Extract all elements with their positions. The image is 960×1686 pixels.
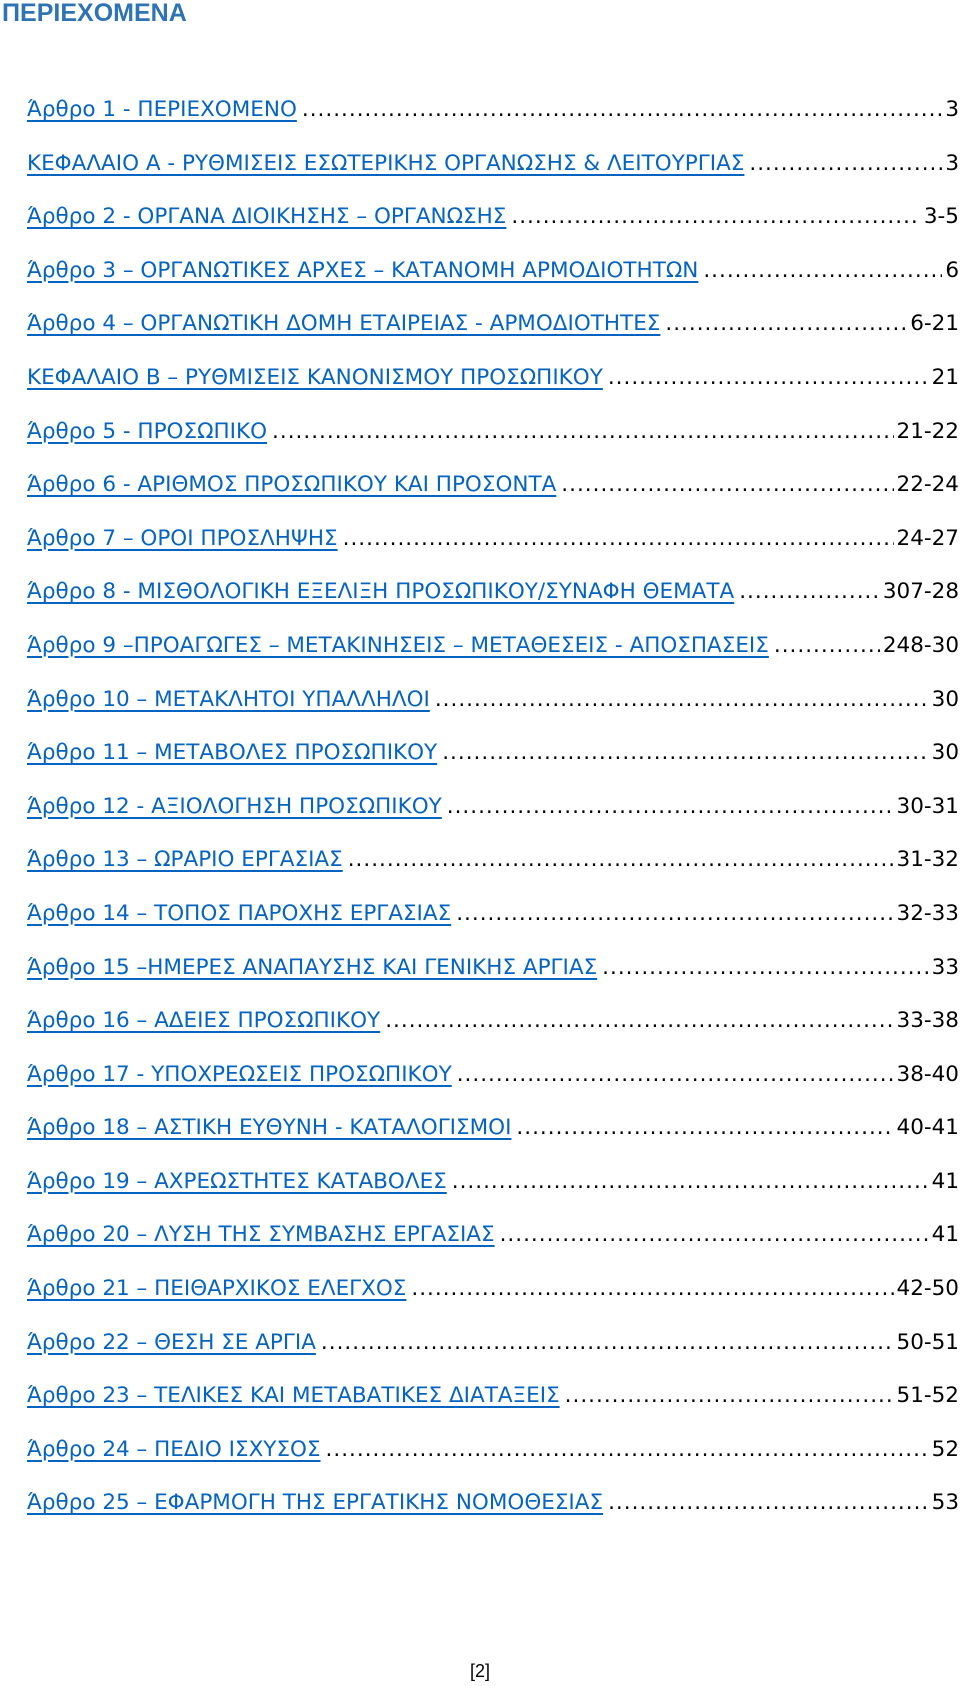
toc-entry-link[interactable]: Άρθρο 23 – ΤΕΛΙΚΕΣ ΚΑΙ ΜΕΤΑΒΑΤΙΚΕΣ ΔΙΑΤΑΞΕΙΣ [27,1383,560,1409]
toc-page-number: 41 [931,1222,959,1248]
toc-dot-leader [561,470,893,500]
toc-entry-link[interactable]: Άρθρο 8 - ΜΙΣΘΟΛΟΓΙΚΗ ΕΞΕΛΙΞΗ ΠΡΟΣΩΠΙΚΟΥ/ΣΥΝΑΦΗ ΘΕΜΑΤΑ [27,579,735,605]
toc-entry[interactable] [27,1220,959,1274]
toc-entry[interactable] [27,1488,959,1542]
toc-page-number: 33-38 [896,1008,959,1034]
toc-entry[interactable] [27,524,959,578]
toc-entry-link[interactable]: Άρθρο 20 – ΛΥΣΗ ΤΗΣ ΣΥΜΒΑΣΗΣ ΕΡΓΑΣΙΑΣ [27,1222,495,1248]
toc-page-number: 52 [931,1436,959,1462]
toc-dot-leader [456,899,893,929]
toc-entry-link[interactable]: Άρθρο 21 – ΠΕΙΘΑΡΧΙΚΟΣ ΕΛΕΓΧΟΣ [27,1276,407,1302]
toc-page-number: 22-24 [896,472,959,498]
toc-entry[interactable] [27,1381,959,1435]
toc-entry-link[interactable]: ΚΕΦΑΛΑΙΟ Α - ΡΥΘΜΙΣΕΙΣ ΕΣΩΤΕΡΙΚΗΣ ΟΡΓΑΝΩΣΗΣ & ΛΕΙΤΟΥΡΓΙΑΣ [27,150,745,176]
toc-entry-link[interactable]: Άρθρο 14 – ΤΟΠΟΣ ΠΑΡΟΧΗΣ ΕΡΓΑΣΙΑΣ [27,900,452,926]
toc-entry[interactable] [27,1060,959,1114]
toc-entry-link[interactable]: Άρθρο 12 - ΑΞΙΟΛΟΓΗΣΗ ΠΡΟΣΩΠΙΚΟΥ [27,793,442,819]
toc-entry-link[interactable]: Άρθρο 25 – ΕΦΑΡΜΟΓΗ ΤΗΣ ΕΡΓΑΤΙΚΗΣ ΝΟΜΟΘΕΣΙΑΣ [27,1490,604,1516]
toc-entry-link[interactable]: Άρθρο 10 – ΜΕΤΑΚΛΗΤΟΙ ΥΠΑΛΛΗΛΟΙ [27,686,430,712]
toc-dot-leader [516,1113,893,1143]
toc-dot-leader [703,256,942,286]
toc-entry[interactable] [27,1328,959,1382]
toc-entry-link[interactable]: Άρθρο 15 –ΗΜΕΡΕΣ ΑΝΑΠΑΥΣΗΣ ΚΑΙ ΓΕΝΙΚΗΣ ΑΡΓΙΑΣ [27,954,598,980]
toc-dot-leader [411,1274,893,1304]
toc-page-number: 248-30 [882,632,959,658]
toc-dot-leader [602,953,928,983]
toc-page-number: 24-27 [896,525,959,551]
toc-dot-leader [565,1381,894,1411]
toc-dot-leader [447,792,894,822]
toc-page-number: 41 [931,1168,959,1194]
toc-page-number: 3-5 [923,204,959,230]
toc-entry[interactable] [27,1113,959,1167]
toc-page-number: 30 [931,686,959,712]
toc-entry-link[interactable]: Άρθρο 1 - ΠΕΡΙΕΧΟΜΕΝΟ [27,97,297,122]
toc-dot-leader [749,149,942,179]
toc-page-number: 307-28 [882,579,959,605]
toc-heading: ΠΕΡΙΕΧΟΜΕΝΑ [2,0,187,27]
toc-entry[interactable] [27,1435,959,1489]
toc-page-number: 38-40 [896,1061,959,1087]
toc-page-number: 40-41 [896,1115,959,1141]
toc-entry-link[interactable]: Άρθρο 22 – ΘΕΣΗ ΣΕ ΑΡΓΙΑ [27,1329,316,1355]
toc-entry[interactable] [27,1006,959,1060]
toc-dot-leader [435,685,929,715]
toc-dot-leader [452,1167,929,1197]
toc-entry-link[interactable]: Άρθρο 5 - ΠΡΟΣΩΠΙΚΟ [27,418,268,444]
toc-dot-leader [665,309,907,339]
toc-page-number: 6-21 [910,311,959,337]
toc-dot-leader [348,845,894,875]
toc-entry[interactable] [27,363,959,417]
toc-dot-leader [500,1220,929,1250]
toc-page-number: 21 [931,364,959,390]
toc-entry[interactable] [27,256,959,310]
toc-entry-link[interactable]: Άρθρο 17 - ΥΠΟΧΡΕΩΣΕΙΣ ΠΡΟΣΩΠΙΚΟΥ [27,1061,452,1087]
toc-page-number: 53 [931,1490,959,1516]
toc-entry[interactable] [27,953,959,1007]
toc-entry[interactable] [27,95,959,149]
toc-entry-link[interactable]: Άρθρο 18 – ΑΣΤΙΚΗ ΕΥΘΥΝΗ - ΚΑΤΑΛΟΓΙΣΜΟΙ [27,1115,512,1141]
toc-entry[interactable] [27,738,959,792]
toc-dot-leader [326,1435,929,1465]
toc-entry-link[interactable]: Άρθρο 24 – ΠΕΔΙΟ ΙΣΧΥΣΟΣ [27,1436,321,1462]
toc-page-number: 32-33 [896,900,959,926]
page-number: [2] [469,1661,490,1681]
toc-entry-link[interactable]: Άρθρο 11 – ΜΕΤΑΒΟΛΕΣ ΠΡΟΣΩΠΙΚΟΥ [27,740,438,766]
toc-entry-link[interactable]: ΚΕΦΑΛΑΙΟ Β – ΡΥΘΜΙΣΕΙΣ ΚΑΝΟΝΙΣΜΟΥ ΠΡΟΣΩΠΙΚΟΥ [27,364,603,390]
toc-page-number: 30-31 [896,793,959,819]
toc-page-number: 21-22 [896,418,959,444]
toc-page-number: 30 [931,740,959,766]
toc-entry[interactable] [27,202,959,256]
toc-entry-link[interactable]: Άρθρο 2 - ΟΡΓΑΝΑ ΔΙΟΙΚΗΣΗΣ – ΟΡΓΑΝΩΣΗΣ [27,204,507,230]
toc-entry[interactable] [27,577,959,631]
toc-dot-leader [457,1060,894,1090]
toc-dot-leader [608,1488,929,1518]
toc-entry[interactable] [27,309,959,363]
toc-entry[interactable] [27,1274,959,1328]
toc-page-number: 50-51 [896,1329,959,1355]
toc-dot-leader [272,417,893,447]
toc-entry-link[interactable]: Άρθρο 4 – ΟΡΓΑΝΩΤΙΚΗ ΔΟΜΗ ΕΤΑΙΡΕΙΑΣ - ΑΡΜΟΔΙΟΤΗΤΕΣ [27,311,661,337]
toc-dot-leader [302,95,942,125]
toc-page-number: 3 [945,97,959,122]
toc-list [27,95,959,1542]
toc-dot-leader [774,631,880,661]
toc-entry[interactable] [27,149,959,203]
toc-entry[interactable] [27,631,959,685]
toc-dot-leader [385,1006,893,1036]
toc-dot-leader [321,1328,894,1358]
toc-page-number: 33 [931,954,959,980]
toc-entry[interactable] [27,792,959,846]
toc-dot-leader [343,524,894,554]
toc-entry[interactable] [27,1167,959,1221]
toc-entry[interactable] [27,417,959,471]
toc-entry-link[interactable]: Άρθρο 7 – ΟΡΟΙ ΠΡΟΣΛΗΨΗΣ [27,525,338,551]
toc-entry[interactable] [27,470,959,524]
toc-dot-leader [442,738,928,768]
toc-entry-link[interactable]: Άρθρο 9 –ΠΡΟΑΓΩΓΕΣ – ΜΕΤΑΚΙΝΗΣΕΙΣ – ΜΕΤΑΘΕΣΕΙΣ - ΑΠΟΣΠΑΣΕΙΣ [27,632,769,658]
toc-entry-link[interactable]: Άρθρο 16 – ΑΔΕΙΕΣ ΠΡΟΣΩΠΙΚΟΥ [27,1008,381,1034]
toc-page-number: 3 [945,150,959,176]
toc-page-number: 51-52 [896,1383,959,1409]
toc-dot-leader [511,202,920,232]
toc-dot-leader [608,363,929,393]
toc-entry-link[interactable]: Άρθρο 13 – ΩΡΑΡΙΟ ΕΡΓΑΣΙΑΣ [27,847,343,873]
toc-entry-link[interactable]: Άρθρο 3 – ΟΡΓΑΝΩΤΙΚΕΣ ΑΡΧΕΣ – ΚΑΤΑΝΟΜΗ ΑΡΜΟΔΙΟΤΗΤΩΝ [27,257,699,283]
toc-page-number: 31-32 [896,847,959,873]
toc-entry[interactable] [27,899,959,953]
toc-entry[interactable] [27,845,959,899]
toc-page-number: 42-50 [896,1276,959,1302]
toc-page-number: 6 [945,257,959,283]
toc-entry[interactable] [27,685,959,739]
toc-entry-link[interactable]: Άρθρο 6 - ΑΡΙΘΜΟΣ ΠΡΟΣΩΠΙΚΟΥ ΚΑΙ ΠΡΟΣΟΝΤΑ [27,472,557,498]
toc-dot-leader [739,577,880,607]
toc-entry-link[interactable]: Άρθρο 19 – ΑΧΡΕΩΣΤΗΤΕΣ ΚΑΤΑΒΟΛΕΣ [27,1168,447,1194]
